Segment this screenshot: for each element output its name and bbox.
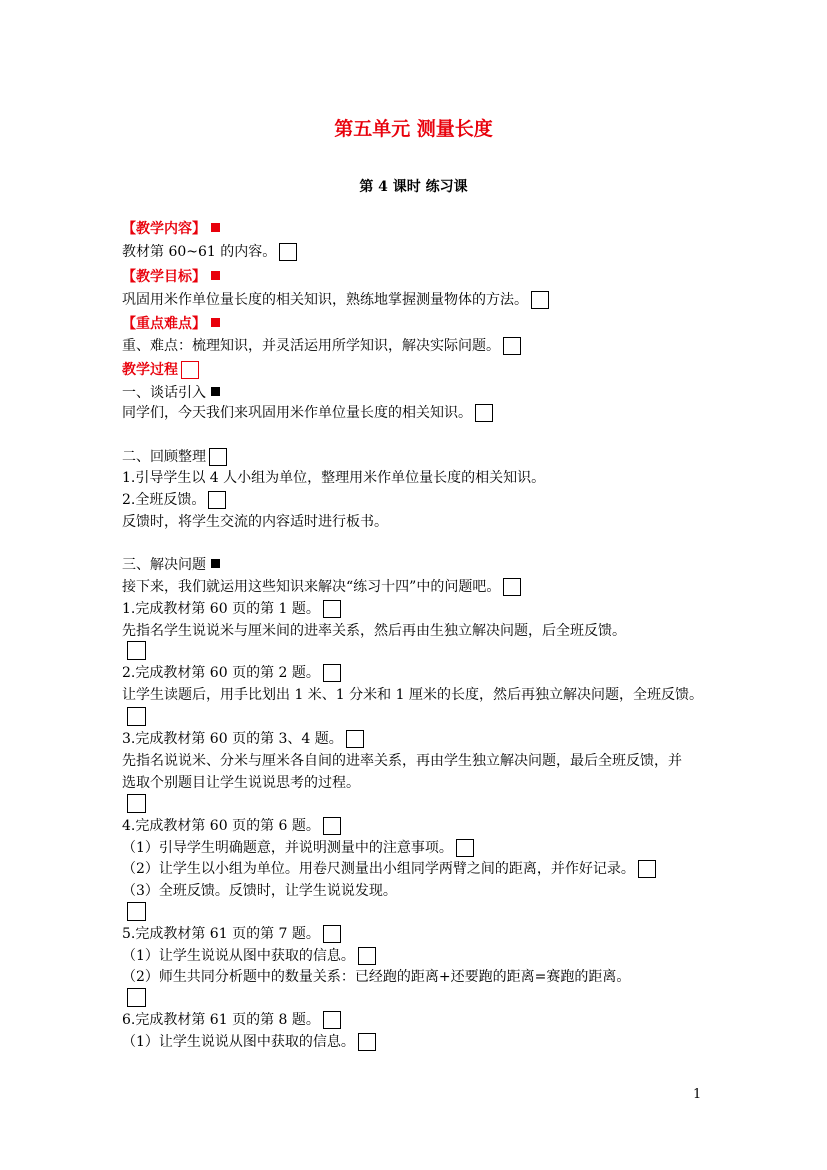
bullet-square-icon [211,387,220,396]
checkbox-icon [279,243,297,261]
page-title: 第五单元 测量长度 [334,118,493,140]
checkbox-icon [127,902,146,921]
content-heading: 【教学内容】 [122,219,220,239]
checkbox-icon [323,817,341,835]
q4-step1: （1）引导学生明确题意，并说明测量中的注意事项。 [122,838,474,858]
checkbox-icon [323,664,341,682]
part2-line3: 反馈时，将学生交流的内容适时进行板书。 [122,514,388,530]
part2-line1: 1.引导学生以 4 人小组为单位，整理用米作单位量长度的相关知识。 [122,470,546,486]
q6: 6.完成教材第 61 页的第 8 题。 [122,1010,341,1030]
q5-step2: （2）师生共同分析题中的数量关系：已经跑的距离+还要跑的距离=赛跑的距离。 [122,969,631,985]
part2-line2: 2.全班反馈。 [122,490,226,510]
page-number: 1 [693,1087,702,1102]
q2-text: 让学生读题后，用手比划出 1 米、1 分米和 1 厘米的长度，然后再独立解决问题，全班反馈。 [122,687,703,703]
checkbox-icon [127,794,146,813]
q2: 2.完成教材第 60 页的第 2 题。 [122,663,341,683]
part2-heading: 二、回顾整理 [122,447,227,467]
checkbox-icon [475,404,493,422]
checkbox-icon [503,578,521,596]
checkbox-icon [358,1033,376,1051]
checkbox-icon [127,988,146,1007]
bullet-square-icon [211,559,220,568]
q5-step1: （1）让学生说说从图中获取的信息。 [122,946,376,966]
checkbox-icon [209,448,227,466]
process-heading: 教学过程 [122,360,199,380]
key-heading: 【重点难点】 [122,314,220,334]
part1-text: 同学们，今天我们来巩固用米作单位量长度的相关知识。 [122,403,493,423]
checkbox-icon [531,291,549,309]
checkbox-icon [208,491,226,509]
q5: 5.完成教材第 61 页的第 7 题。 [122,924,341,944]
checkbox-icon [323,1011,341,1029]
bullet-square-icon [211,223,220,232]
checkbox-icon [127,707,146,726]
q1: 1.完成教材第 60 页的第 1 题。 [122,599,341,619]
q4-step2: （2）让学生以小组为单位。用卷尺测量出小组同学两臂之间的距离，并作好记录。 [122,859,656,879]
part3-intro: 接下来，我们就运用这些知识来解决“练习十四”中的问题吧。 [122,577,521,597]
q6-step1: （1）让学生说说从图中获取的信息。 [122,1032,376,1052]
part1-heading: 一、谈话引入 [122,383,220,403]
checkbox-icon [638,860,656,878]
q3-text-2: 选取个别题目让学生说说思考的过程。 [122,775,360,791]
checkbox-icon [323,600,341,618]
key-text: 重、难点：梳理知识，并灵活运用所学知识，解决实际问题。 [122,336,521,356]
part3-heading: 三、解决问题 [122,555,220,575]
bullet-square-icon [211,271,220,280]
checkbox-icon [346,730,364,748]
q3: 3.完成教材第 60 页的第 3、4 题。 [122,729,364,749]
q1-text: 先指名学生说说米与厘米间的进率关系，然后再由生独立解决问题，后全班反馈。 [122,623,626,639]
goal-text: 巩固用米作单位量长度的相关知识，熟练地掌握测量物体的方法。 [122,290,549,310]
lesson-subtitle: 第 4 课时 练习课 [359,179,468,195]
q4: 4.完成教材第 60 页的第 6 题。 [122,816,341,836]
checkbox-icon [503,337,521,355]
checkbox-icon [127,641,146,660]
checkbox-icon [181,361,199,379]
checkbox-icon [358,947,376,965]
q3-text-1: 先指名说说米、分米与厘米各自间的进率关系，再由学生独立解决问题，最后全班反馈，并 [122,753,682,769]
q4-step3: （3）全班反馈。反馈时，让学生说说发现。 [122,883,397,899]
goal-heading: 【教学目标】 [122,267,220,287]
checkbox-icon [323,925,341,943]
checkbox-icon [456,839,474,857]
content-text: 教材第 60~61 的内容。 [122,242,297,262]
bullet-square-icon [211,318,220,327]
